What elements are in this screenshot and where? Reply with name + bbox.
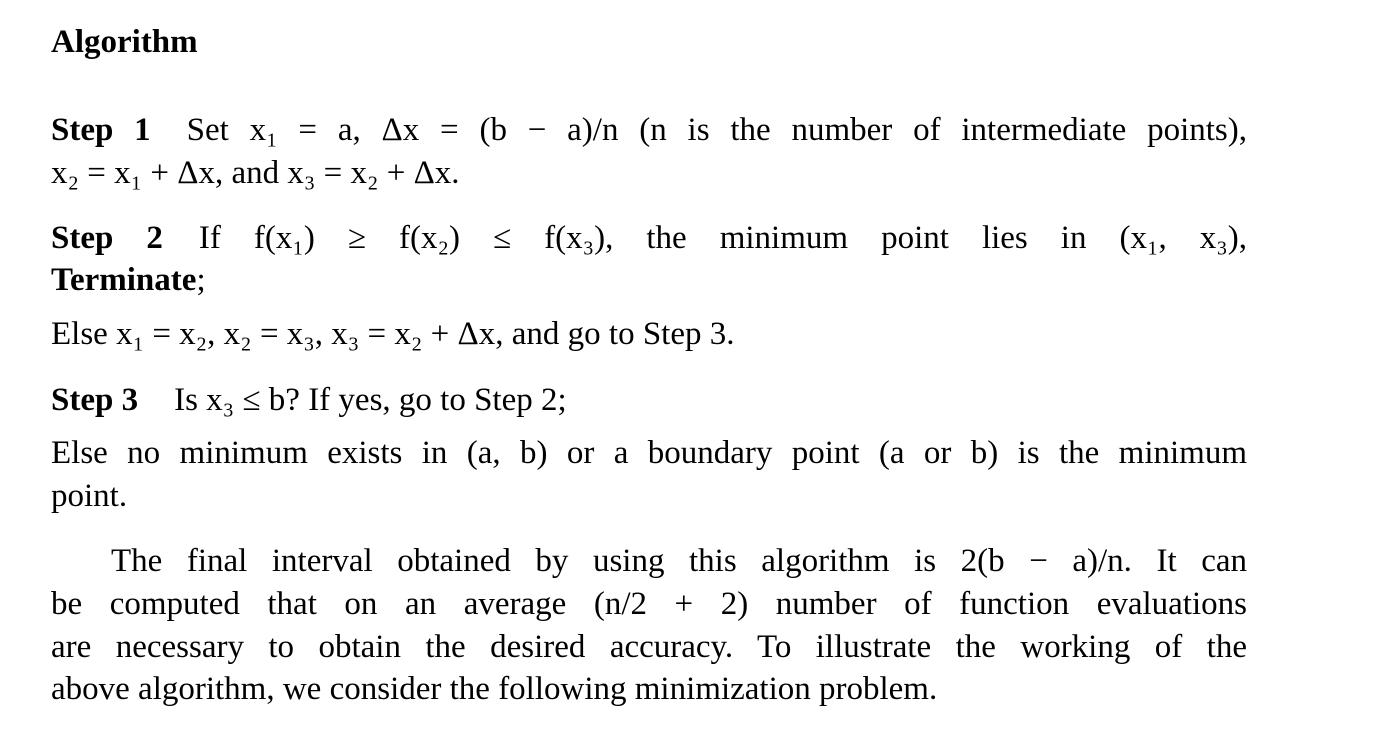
- step1-text-line1: Set x₁ = a, Δx = (b − a)/n (n is the number of intermediate points),: [186, 112, 1248, 148]
- paragraph-line3: are necessary to obtain the desired accuracy. To illustrate the working of the: [51, 629, 1247, 665]
- step2-else-line: Else x₁ = x₂, x₂ = x₃, x₃ = x₂ + Δx, and go to Step 3.: [51, 316, 735, 352]
- paragraph-line1: The final interval obtained by using this algorithm is 2(b − a)/n. It can: [111, 543, 1247, 579]
- step3-label: Step 3: [51, 382, 139, 418]
- paragraph-line4: above algorithm, we consider the following minimization problem.: [51, 671, 938, 707]
- step2-label: Step 2: [51, 220, 163, 256]
- step1-line1: [51, 110, 1247, 150]
- step1-text-line2: x₂ = x₁ + Δx, and x₃ = x₂ + Δx.: [51, 155, 460, 191]
- step3-else-line1: Else no minimum exists in (a, b) or a boundary point (a or b) is the minimum: [51, 435, 1247, 471]
- step2-terminate-punct: ;: [196, 262, 206, 298]
- step2-terminate-line: [51, 260, 1247, 300]
- step3-text-line1: Is x₃ ≤ b? If yes, go to Step 2;: [174, 382, 567, 418]
- step3-line1: [51, 380, 1247, 420]
- step3-else-line2: point.: [51, 478, 128, 514]
- algorithm-heading: Algorithm: [51, 24, 198, 60]
- step2-terminate: Terminate: [51, 262, 197, 298]
- step2-line1: [51, 218, 1247, 258]
- paragraph-line2: be computed that on an average (n/2 + 2) number of function evaluations: [51, 586, 1247, 622]
- step1-label: Step 1: [51, 112, 151, 148]
- step2-text-line1: If f(x₁) ≥ f(x₂) ≤ f(x₃), the minimum point lies in (x₁, x₃),: [198, 220, 1247, 256]
